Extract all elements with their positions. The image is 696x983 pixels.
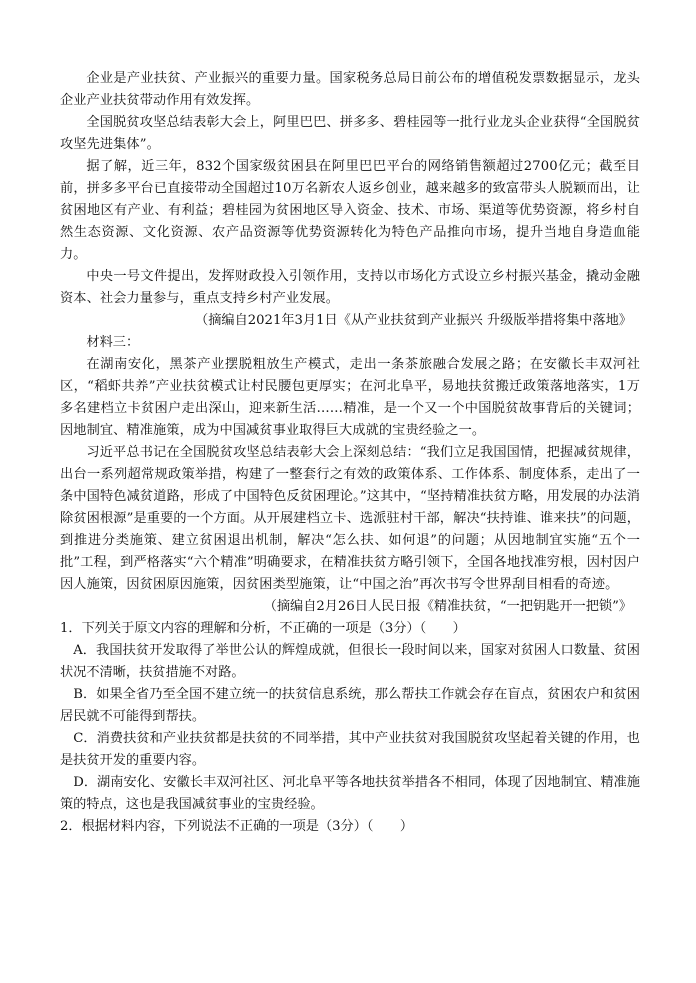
question-2: 2．根据材料内容，下列说法不正确的一项是（3分）（ ） (60, 819, 414, 834)
question-1-option-d: D．湖南安化、安徽长丰双河社区、河北阜平等各地扶贫举措各不相同，体现了因地制宜、精准施策的特点，这也是我国减贫事业的宝贵经验。 (60, 775, 640, 812)
paragraph-xi-summary: 习近平总书记在全国脱贫攻坚总结表彰大会上深刻总结：“我们立足我国国情，把握减贫规律，出台一系列超常规政策举措，构建了一整套行之有效的政策体系、工作体系、制度体系，走出了一条中国特色减贫道路，形成了中国特色反贫困理论。”这其中，“坚持精准扶贫方略，用发展的办法消除贫困根源”是重要的一个方面。从开展建档立卡、选派驻村干部，解决“扶持谁、谁来扶”的问题，到推进分类施策、建立贫困退出机制，解决“怎么扶、如何退”的问题；从因地制宜实施“五个一批”工程，到严格落实“六个精准”明确要求，在精准扶贫方略引领下，全国各地找准穷根，因村因户因人施策，因贫困原因施策，因贫困类型施策，让“中国之治”再次书写令世界刮目相看的奇迹。 (60, 445, 640, 592)
paragraph-local-cases: 在湖南安化，黑茶产业摆脱粗放生产模式，走出一条茶旅融合发展之路；在安徽长丰双河社区，“稻虾共养”产业扶贫模式让村民腰包更厚实；在河北阜平，易地扶贫搬迁政策落地落实，1万多名建档立卡贫困户走出深山，迎来新生活……精准，是一个又一个中国脱贫故事背后的关键词；因地制宜、精准施策，成为中国减贫事业取得巨大成就的宝贵经验之一。 (60, 357, 640, 438)
paragraph-award: 全国脱贫攻坚总结表彰大会上，阿里巴巴、拼多多、碧桂园等一批行业龙头企业获得“全国脱贫攻坚先进集体”。 (60, 115, 640, 152)
question-1: 1．下列关于原文内容的理解和分析，不正确的一项是（3分）（ ） (60, 621, 466, 636)
document-page (60, 68, 640, 838)
question-1-option-b: B．如果全省乃至全国不建立统一的扶贫信息系统，那么帮扶工作就会存在盲点，贫困农户和贫困居民就不可能得到帮扶。 (60, 687, 640, 724)
question-1-option-c: C．消费扶贫和产业扶贫都是扶贫的不同举措，其中产业扶贫对我国脱贫攻坚起着关键的作用，也是扶贫开发的重要内容。 (60, 731, 640, 768)
source-citation-material2: （摘编自2021年3月1日《从产业扶贫到产业振兴 升级版举措将集中落地》 (195, 313, 632, 328)
source-citation-material3: （摘编自2月26日人民日报《精准扶贫，“一把钥匙开一把锁”》 (263, 599, 632, 614)
paragraph-central-document: 中央一号文件提出，发挥财政投入引领作用，支持以市场化方式设立乡村振兴基金，撬动金融资本、社会力量参与，重点支持乡村产业发展。 (60, 269, 640, 306)
paragraph-platforms: 据了解，近三年，832个国家级贫困县在阿里巴巴平台的网络销售额超过2700亿元；截至目前，拼多多平台已直接带动全国超过10万名新农人返乡创业，越来越多的致富带头人脱颖而出，让贫困地区有产业、有利益；碧桂园为贫困地区导入资金、技术、市场、渠道等优势资源，将乡村自然生态资源、文化资源、农产品资源等优势资源转化为特色产品推向市场，提升当地自身造血能力。 (60, 159, 640, 262)
question-1-option-a: A．我国扶贫开发取得了举世公认的辉煌成就，但很长一段时间以来，国家对贫困人口数量、贫困状况不清晰，扶贫措施不对路。 (60, 643, 640, 680)
material3-label: 材料三： (86, 335, 140, 350)
paragraph-enterprise: 企业是产业扶贫、产业振兴的重要力量。国家税务总局日前公布的增值税发票数据显示，龙头企业产业扶贫带动作用有效发挥。 (60, 71, 640, 108)
